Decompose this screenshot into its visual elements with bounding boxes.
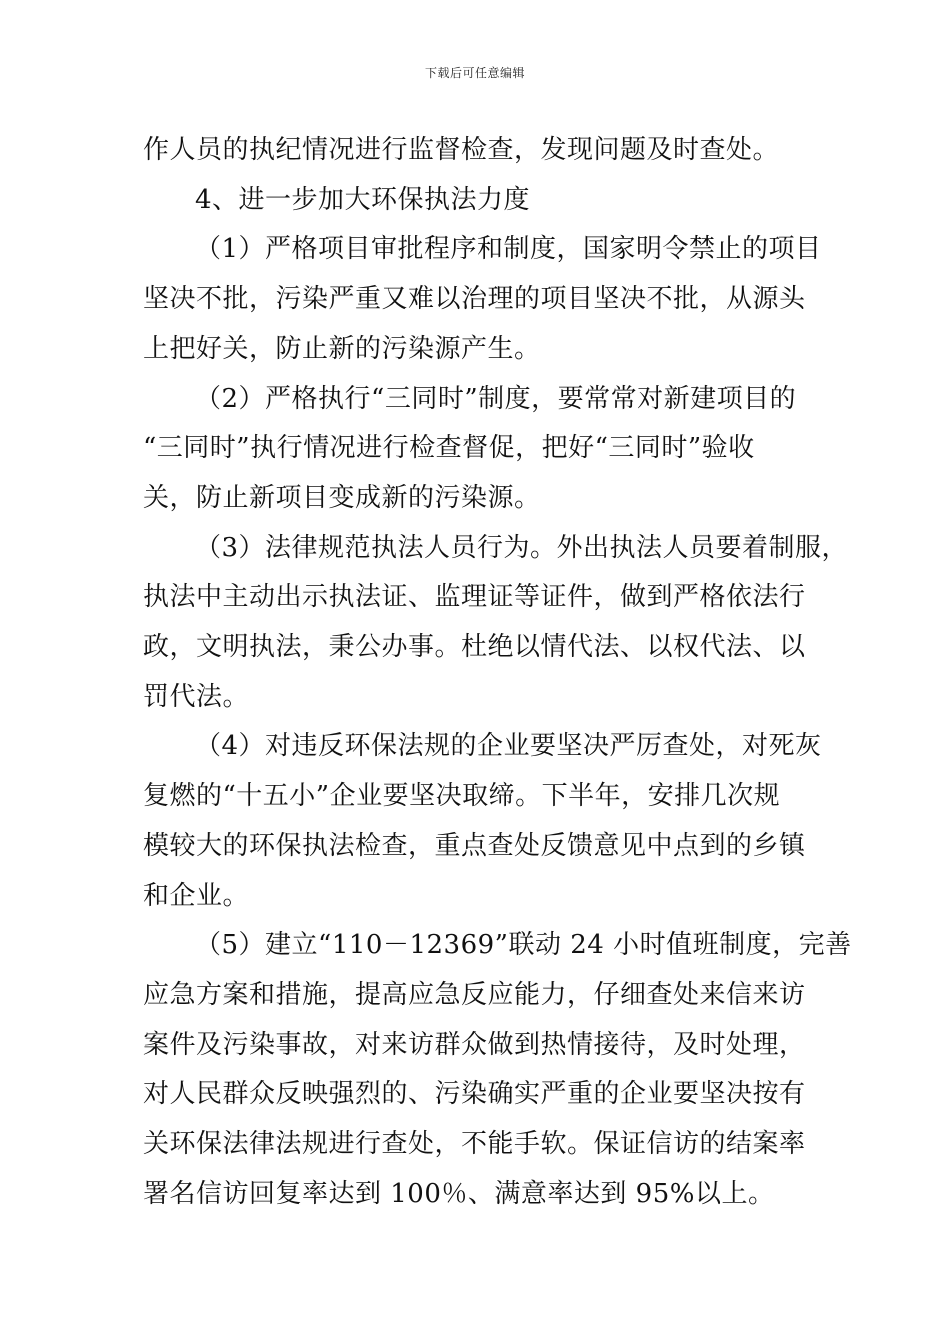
paragraph-item-3 bbox=[143, 524, 849, 723]
text-line: 执法中主动出示执法证、监理证等证件，做到严格依法行 bbox=[143, 582, 806, 613]
text-line: 案件及污染事故，对来访群众做到热情接待，及时处理， bbox=[143, 1029, 806, 1060]
text-line: 4、进一步加大环保执法力度 bbox=[195, 184, 531, 215]
text-line: 和企业。 bbox=[143, 880, 250, 911]
text-line: 政，文明执法，秉公办事。杜绝以情代法、以权代法、以 bbox=[143, 632, 806, 663]
text-line: 应急方案和措施，提高应急反应能力，仔细查处来信来访 bbox=[143, 979, 806, 1010]
text-line: 复燃的“十五小”企业要坚决取缔。下半年，安排几次规 bbox=[143, 781, 781, 812]
section-heading bbox=[143, 176, 813, 226]
text-line: 坚决不批，污染严重又难以治理的项目坚决不批，从源头 bbox=[143, 284, 806, 315]
page-header: 下载后可任意编辑 bbox=[424, 66, 525, 80]
document-body bbox=[143, 126, 852, 1219]
text-line: （5）建立“110－12369”联动 24 小时值班制度，完善 bbox=[195, 930, 852, 961]
paragraph-item-4 bbox=[143, 722, 822, 921]
paragraph-item-1 bbox=[143, 225, 822, 374]
text-line: 作人员的执纪情况进行监督检查，发现问题及时查处。 bbox=[143, 135, 780, 165]
text-line: “三同时”执行情况进行检查督促，把好“三同时”验收 bbox=[143, 433, 755, 464]
text-line: （2）严格执行“三同时”制度，要常常对新建项目的 bbox=[195, 383, 797, 414]
text-line: 罚代法。 bbox=[143, 681, 250, 712]
paragraph-item-2 bbox=[143, 375, 813, 524]
text-line: （4）对违反环保法规的企业要坚决严厉查处，对死灰 bbox=[195, 731, 822, 762]
text-line: （3）法律规范执法人员行为。外出执法人员要着制服， bbox=[195, 532, 849, 563]
text-line: 关环保法律法规进行查处，不能手软。保证信访的结案率 bbox=[143, 1129, 806, 1160]
paragraph-continuation bbox=[143, 126, 813, 176]
text-line: 对人民群众反映强烈的、污染确实严重的企业要坚决按有 bbox=[143, 1079, 806, 1110]
text-line: 署名信访回复率达到 100％、满意率达到 95%以上。 bbox=[143, 1178, 775, 1209]
text-line: 上把好关，防止新的污染源产生。 bbox=[143, 333, 541, 364]
text-line: （1）严格项目审批程序和制度，国家明令禁止的项目 bbox=[195, 234, 822, 265]
text-line: 模较大的环保执法检查，重点查处反馈意见中点到的乡镇 bbox=[143, 830, 806, 861]
text-line: 关，防止新项目变成新的污染源。 bbox=[143, 482, 541, 513]
paragraph-item-5 bbox=[143, 921, 852, 1219]
